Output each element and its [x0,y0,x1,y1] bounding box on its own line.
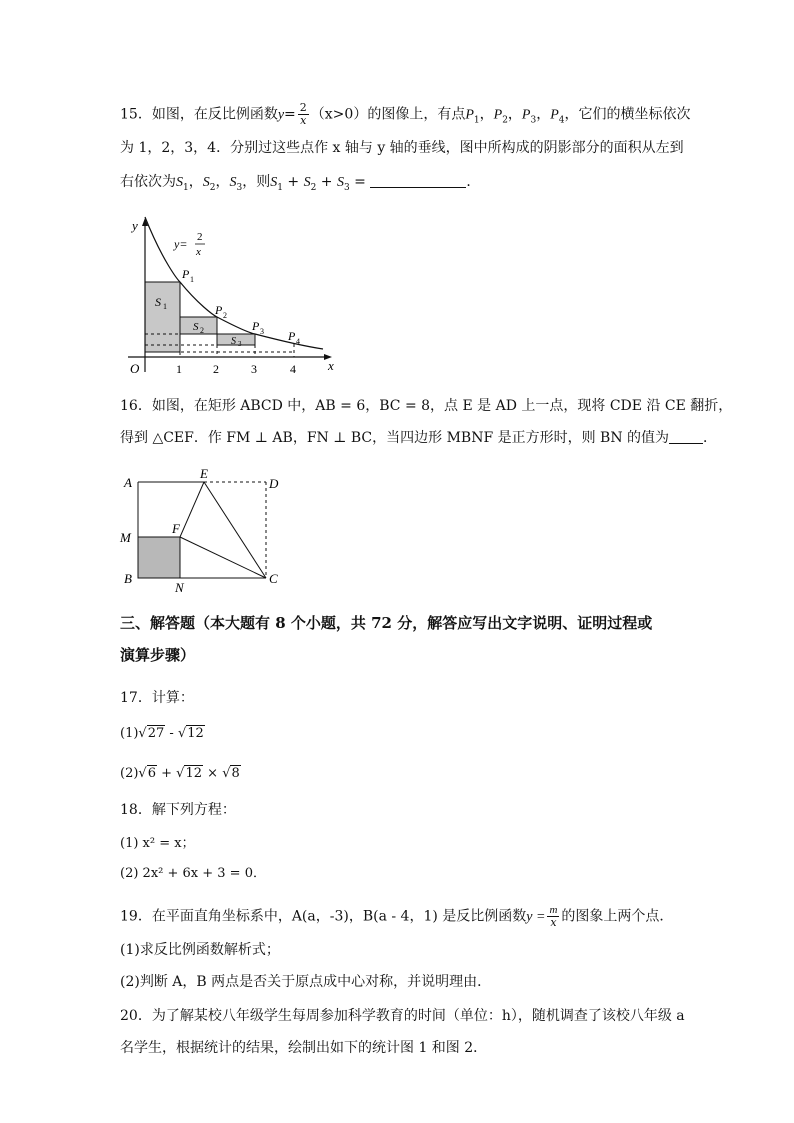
label-F: F [172,521,180,536]
q15-S: S [270,175,278,190]
P3-sub: 3 [260,327,264,336]
q19-line1 [120,904,673,929]
q15-point: P [493,107,503,123]
radicand: 8 [231,766,240,781]
label-B: B [124,571,132,586]
q15-text-b: ，它们的横坐标依次 [564,106,691,123]
q15-line3: 右依次为$S_1$，$S_2$，$S_3$，则$S_1 + S_2 + S_3$ = ． [120,174,481,193]
q19-func-num: m [549,904,558,916]
S2-label: S [193,321,199,333]
shade-S2 [180,317,217,334]
q16-end: ． [703,430,718,446]
sqrt-8: √8 [222,766,240,781]
q15-point: P [550,107,559,123]
sqrt-12: √12 [176,766,203,781]
q19-part2: (2)判断 A，B 两点是否关于原点成中心对称，并说明理由． [120,974,492,990]
q15-point-sub: 3 [530,115,537,126]
origin-label: O [130,361,140,376]
tick-label: 4 [290,362,296,376]
q15-S: S [229,175,237,190]
q15-func-eq: = [284,106,296,123]
q17-part1 [120,724,205,744]
q15-text-a: 15．如图，在反比例函数 [120,106,278,123]
q19-func-fraction [547,904,559,929]
q15-point-sub: 4 [558,115,565,126]
tick-label: 1 [176,362,182,376]
q15-plus: + [320,174,333,190]
sqrt-12: √12 [177,726,204,741]
q20-line1: 20．为了解某校八年级学生每周参加科学教育的时间（单位：h），随机调查了该校八年级 a [120,1008,685,1024]
S3-sub: 3 [238,340,242,348]
plus-op: + [157,766,177,781]
q17-p2-label: (2) [120,766,139,781]
tick-label: 2 [213,362,219,376]
sqrt-27: √27 [138,726,165,741]
q19-func-y: y = [526,909,546,925]
section3-heading-line1: 三、解答题（本大题有 8 个小题，共 72 分，解答应写出文字说明、证明过程或 [120,614,653,632]
q15-eq: = [354,174,366,190]
q15-answer-blank[interactable] [370,173,466,188]
q15-S: S [202,175,210,190]
q15-text-d: ，则 [242,174,271,190]
q15-end: ． [466,174,481,190]
segment-EF [180,482,204,537]
radicand: 12 [185,766,203,781]
q15-S-sub: 1 [277,182,283,193]
q15-func-y: y [277,107,285,123]
P4-label: P [288,329,296,343]
q19-text-b: 的图象上两个点． [561,908,674,925]
radicand: 27 [147,726,165,741]
q18-part1: (1) x² = x； [120,836,195,851]
P4-sub: 4 [296,337,300,346]
q17-p1-label: (1) [120,726,139,741]
q15-S-sub: 3 [236,182,243,193]
P1-sub: 1 [190,275,194,284]
q15-point-sub: 2 [502,115,508,126]
square-MBNF [138,537,180,578]
q15-text-c: 右依次为 [120,174,176,190]
P2-sub: 2 [223,311,227,320]
q16-answer-blank[interactable] [669,429,703,444]
q15-S: S [303,175,311,190]
q15-condition: （x>0）的图像上，有点 [310,106,466,123]
q15-point-sub: 1 [473,115,480,126]
q15-S-sub: 2 [209,182,216,193]
q17-part2 [120,764,241,784]
q15-func-den: x [300,114,307,127]
times-op: × [203,766,223,781]
tick-label: 3 [251,362,257,376]
sqrt-6: √6 [138,766,156,781]
S1-sub: 1 [163,302,167,311]
q19-func-den: x [550,916,557,929]
fig-func-label: y= [174,237,188,251]
q19-part1: (1)求反比例函数解析式； [120,942,280,958]
q20-line2: 名学生，根据统计的结果，绘制出如下的统计图 1 和图 2． [120,1040,488,1056]
x-axis-label: x [328,358,334,373]
q15-figure [118,212,338,382]
fig-func-num: 2 [197,231,203,243]
radicand: 12 [187,726,204,741]
S1-label: S [155,295,161,309]
q15-point: P [521,107,531,123]
q15-point: P [465,107,474,123]
label-A: A [124,475,132,490]
S3-label: S [231,336,236,347]
label-N: N [175,580,184,595]
q15-line1: 15．如图，在反比例函数y= $\frac{2}{x}$ （x>0）的图像上，有点$P_1$，$P_2$，$P_3$，$P_4$，它们的横坐标依次 [120,101,691,127]
label-D: D [269,476,279,491]
q16-line2 [120,428,717,448]
radicand: 6 [147,766,156,781]
P3-label: P [252,319,260,333]
shade-S3 [217,334,255,345]
label-E: E [200,466,208,481]
q15-S: S [336,175,344,190]
q19-text-a: 19．在平面直角坐标系中，A(a，-3)，B(a - 4，1) 是反比例函数 [120,908,527,925]
q16-figure [112,466,292,596]
section3-heading-line2: 演算步骤） [120,646,196,664]
label-M: M [120,530,131,545]
y-axis-label: y [132,218,138,233]
q15-S-sub: 1 [183,182,189,193]
q17-title: 17．计算： [120,690,194,706]
fig-func-den: x [196,246,201,258]
S2-sub: 2 [200,326,204,335]
q15-line2: 为 1，2，3，4．分别过这些点作 x 轴与 y 轴的垂线，图中所构成的阴影部分的面积从左到 [120,140,684,156]
q15-S: S [176,175,183,190]
q15-func-fraction [298,102,309,127]
q16-text: 得到 △CEF．作 FM ⊥ AB，FN ⊥ BC，当四边形 MBNF 是正方形时，则 BN 的值为 [120,430,670,446]
q16-line1: 16．如图，在矩形 ABCD 中，AB = 6，BC = 8，点 E 是 AD 上一点，现将 CDE 沿 CE 翻折， [120,398,733,414]
q15-plus: + [287,174,300,190]
shade-S1 [145,282,180,352]
q18-part2: (2) 2x² + 6x + 3 = 0． [120,866,266,881]
P2-label: P [215,303,223,317]
q15-S-sub: 3 [343,182,350,193]
q18-title: 18．解下列方程： [120,802,236,818]
q15-S-sub: 2 [310,182,317,193]
q15-func-num: 2 [299,101,307,114]
minus-op: - [165,726,178,741]
P1-label: P [182,267,190,281]
label-C: C [269,571,278,586]
